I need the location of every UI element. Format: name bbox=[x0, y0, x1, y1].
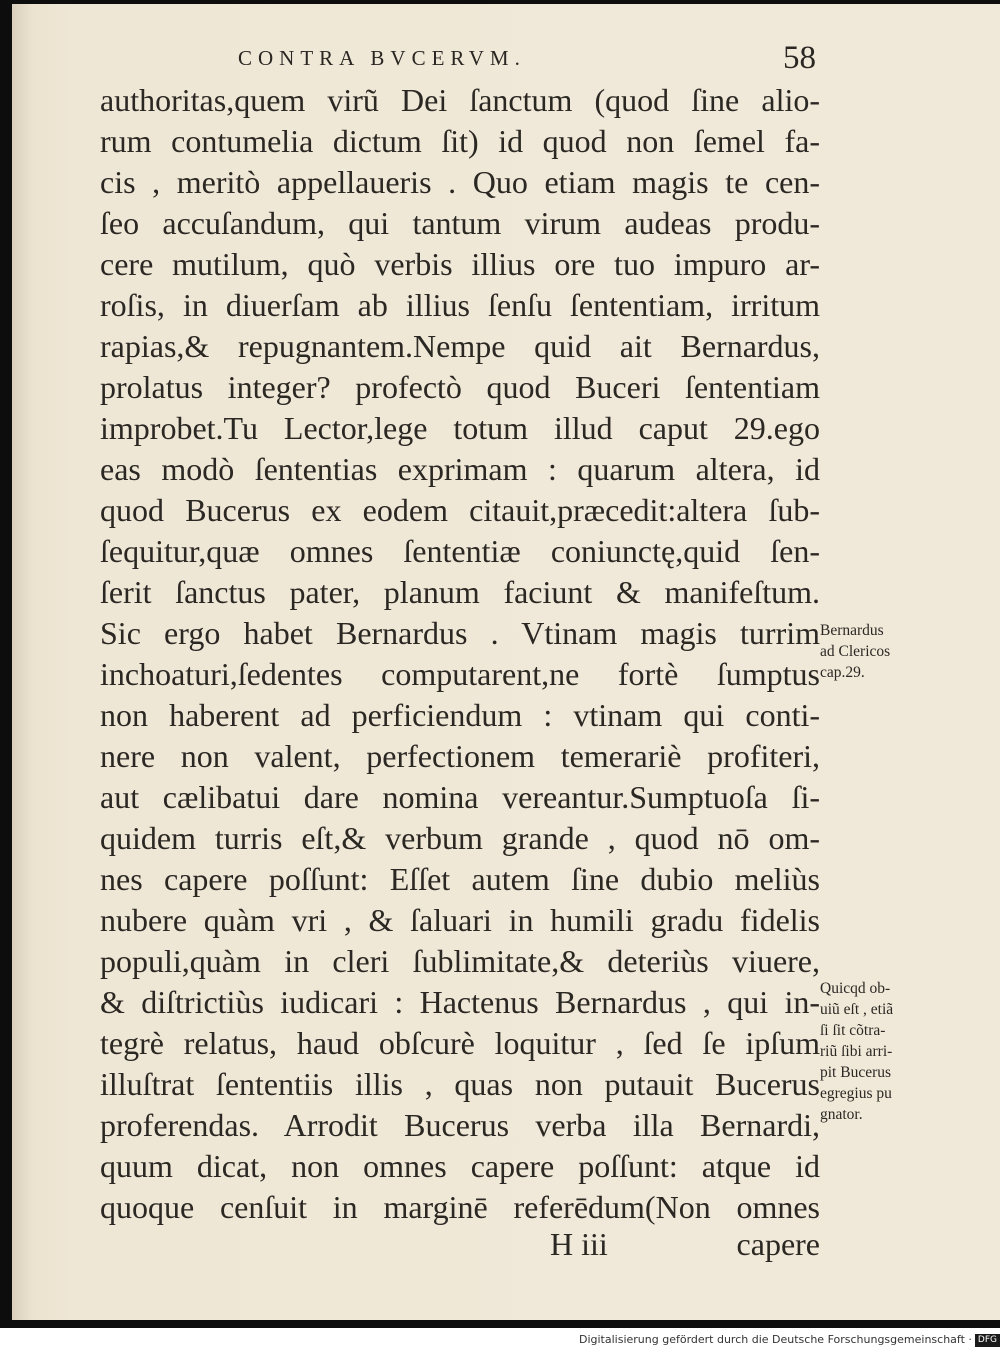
page-footer bbox=[100, 1226, 820, 1266]
running-title: CONTRA BVCERVM. bbox=[238, 46, 526, 70]
text-line: roſis, in diuerſam ab illius ſenſu ſententiam, irritum bbox=[100, 287, 820, 323]
digitization-credit bbox=[540, 1330, 1000, 1349]
marginal-note-line: egregius pu bbox=[820, 1085, 892, 1102]
marginal-note-line: gnator. bbox=[820, 1106, 863, 1123]
body-text bbox=[100, 80, 820, 1228]
marginal-note-bernardus bbox=[820, 620, 940, 683]
text-line: nere non valent, perfectionem temerariè profiteri, bbox=[100, 738, 820, 774]
text-line: prolatus integer? profectò quod Buceri ſententiam bbox=[100, 369, 820, 405]
marginal-note-line: ad Clericos bbox=[820, 643, 891, 660]
text-line: eas modò ſententias exprimam : quarum altera, id bbox=[100, 451, 820, 487]
text-line: nubere quàm vri , & ſaluari in humili gradu fidelis bbox=[100, 902, 820, 938]
text-line: improbet.Tu Lector,lege totum illud caput 29.ego bbox=[100, 410, 820, 446]
marginal-note-line: ſi ſit cõtra- bbox=[820, 1022, 886, 1039]
text-line: Sic ergo habet Bernardus . Vtinam magis turrim bbox=[100, 615, 820, 651]
text-line: proferendas. Arrodit Bucerus verba illa Bernardi, bbox=[100, 1107, 820, 1143]
text-line: nes capere poſſunt: Eſſet autem ſine dubio meliùs bbox=[100, 861, 820, 897]
text-line: ſeo accuſandum, qui tantum virum audeas produ- bbox=[100, 205, 820, 241]
marginal-note-line: riũ ſibi arri- bbox=[820, 1043, 893, 1060]
text-line: rum contumelia dictum ſit) id quod non ſemel fa- bbox=[100, 123, 820, 159]
text-line: & diſtrictiùs iudicari : Hactenus Bernardus , qui in- bbox=[100, 984, 820, 1020]
marginal-note-line: pit Bucerus bbox=[820, 1064, 892, 1081]
credit-text: Digitalisierung gefördert durch die Deutsche Forschungsgemeinschaft · bbox=[578, 1333, 972, 1346]
catchword: capere bbox=[736, 1226, 820, 1262]
text-line: quidem turris eſt,& verbum grande , quod nō om- bbox=[100, 820, 820, 856]
text-line: inchoaturi,ſedentes computarent,ne fortè ſumptus bbox=[100, 656, 820, 692]
page-number: 58 bbox=[783, 40, 816, 76]
text-line: cis , meritò appellaueris . Quo etiam magis te cen- bbox=[100, 164, 820, 200]
page-header bbox=[228, 40, 828, 80]
text-line: quum dicat, non omnes capere poſſunt: atque id bbox=[100, 1148, 820, 1184]
dfg-logo: DFG bbox=[975, 1334, 1000, 1347]
text-line: rapias,& repugnantem.Nempe quid ait Bernardus, bbox=[100, 328, 820, 364]
marginal-note-line: Bernardus bbox=[820, 622, 884, 639]
text-line: cere mutilum, quò verbis illius ore tuo impuro ar- bbox=[100, 246, 820, 282]
marginal-note-line: cap.29. bbox=[820, 664, 865, 681]
marginal-note-bucerus bbox=[820, 978, 940, 1125]
signature-mark: H iii bbox=[550, 1226, 608, 1262]
text-line: ſequitur,quæ omnes ſententiæ coniunctę,quid ſen- bbox=[100, 533, 820, 569]
text-line: quod Bucerus ex eodem citauit,præcedit:altera ſub- bbox=[100, 492, 820, 528]
marginal-note-line: Quicqd ob- bbox=[820, 980, 891, 997]
text-line: ſerit ſanctus pater, planum faciunt & manifeſtum. bbox=[100, 574, 820, 610]
text-line: non haberent ad perficiendum : vtinam qui conti- bbox=[100, 697, 820, 733]
text-line: quoque cenſuit in marginē referēdum(Non omnes bbox=[100, 1189, 820, 1225]
text-line: populi,quàm in cleri ſublimitate,& deteriùs viuere, bbox=[100, 943, 820, 979]
text-line: aut cælibatui dare nomina vereantur.Sumptuoſa ſi- bbox=[100, 779, 820, 815]
marginal-note-line: uiũ eſt , etiã bbox=[820, 1001, 894, 1018]
text-line: illuſtrat ſententiis illis , quas non putauit Bucerus bbox=[100, 1066, 820, 1102]
text-line: tegrè relatus, haud obſcurè loquitur , ſed ſe ipſum bbox=[100, 1025, 820, 1061]
text-line: authoritas,quem virũ Dei ſanctum (quod ſine alio- bbox=[100, 82, 820, 118]
